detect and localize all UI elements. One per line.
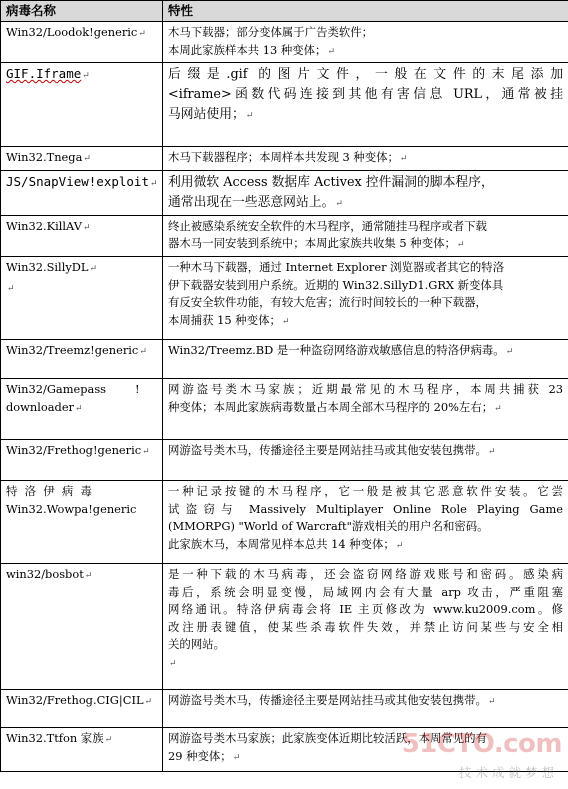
virus-name-cell xyxy=(1,563,163,689)
virus-name-cell xyxy=(1,378,163,439)
desc-line: <iframe>函数代码连接到其他有害信息 URL，通常被挂 xyxy=(168,87,563,103)
virus-name-line2: downloader xyxy=(6,399,75,414)
virus-name: Win32/Loodok!generic xyxy=(6,25,138,39)
header-virus-name: 病毒名称 xyxy=(1,1,163,22)
watermark-logo: 51CTO.com xyxy=(401,729,562,759)
paragraph-mark-icon: ↵ xyxy=(505,346,514,357)
desc-line: 木马下载器程序；本周样本共发现 3 种变体； xyxy=(168,150,399,165)
table-row xyxy=(1,22,568,63)
virus-name-cell xyxy=(1,727,163,771)
virus-name: Win32/Gamepass ! xyxy=(6,381,140,396)
desc-line: 此家族木马，本周常见样本总共 14 种变体； xyxy=(168,536,395,551)
desc-line: 网游盗号类木马家族；此家族变体近期比较活跃，本周常见的有 xyxy=(168,730,487,745)
paragraph-mark-icon: ↵ xyxy=(144,696,153,707)
paragraph-mark-icon: ↵ xyxy=(7,283,15,294)
virus-desc-cell xyxy=(163,727,568,771)
desc-line: 种变体；本周此家族病毒数量占本周全部木马程序的 20%左右； xyxy=(168,399,494,414)
table-row xyxy=(1,170,568,215)
paragraph-mark-icon: ↵ xyxy=(138,29,146,39)
paragraph-mark-icon: ↵ xyxy=(494,403,502,414)
table-row xyxy=(1,63,568,147)
table-row xyxy=(1,378,568,439)
paragraph-mark-icon: ↵ xyxy=(487,446,496,457)
virus-name: Win32/Frethog.CIG|CIL xyxy=(6,692,144,707)
desc-line: 网络通讯。特洛伊病毒会将 IE 主页修改为 www.ku2009.com。修 xyxy=(168,602,563,617)
virus-name: Win32/Treemz!generic xyxy=(6,342,139,357)
header-characteristics: 特性 xyxy=(163,1,568,22)
virus-name-cell xyxy=(1,689,163,727)
virus-name: GIF.Iframe xyxy=(6,66,82,82)
virus-name-cell xyxy=(1,480,163,563)
desc-line: 一种记录按键的木马程序，它一般是被其它恶意软件安装。它尝 xyxy=(168,483,563,498)
virus-desc-cell xyxy=(163,439,568,480)
desc-line: 通常出现在一些恶意网站上。 xyxy=(168,194,335,210)
table-header-row xyxy=(1,1,568,22)
virus-name: 特 洛 伊 病 毒 xyxy=(6,483,92,498)
paragraph-mark-icon: ↵ xyxy=(89,263,98,274)
desc-line: 终止被感染系统安全软件的木马程序，通常随挂马程序或者下载 xyxy=(168,218,487,233)
desc-line: 毒后，系统会明显变慢，局域网内会有大量 arp 攻击，严重阻塞 xyxy=(168,584,563,599)
desc-line: 有反安全软件功能，有较大危害；流行时间较长的一种下载器， xyxy=(168,295,487,310)
table-row xyxy=(1,256,568,339)
virus-name: Win32.Ttfon 家族 xyxy=(6,730,104,745)
desc-line: 本周此家族样本共 13 种变体； xyxy=(168,42,327,57)
table-row xyxy=(1,339,568,378)
virus-name: Win32.Tnega xyxy=(6,150,83,165)
desc-line: 后缀是.gif 的图片文件，一般在文件的末尾添加 xyxy=(168,67,563,83)
desc-line: 网游盗号类木马，传播途径主要是网站挂马或其他安装包携带。 xyxy=(168,692,487,707)
desc-line: 网游盗号类木马家族；近期最常见的木马程序，本周共捕获 23 xyxy=(168,381,563,396)
virus-name-cell xyxy=(1,63,163,147)
virus-desc-cell xyxy=(163,22,568,63)
virus-name: win32/bosbot xyxy=(6,566,84,581)
virus-desc-cell xyxy=(163,147,568,171)
table-row xyxy=(1,439,568,480)
desc-line: 29 种变体； xyxy=(168,748,232,763)
table-row xyxy=(1,563,568,689)
table-row xyxy=(1,215,568,256)
paragraph-mark-icon: ↵ xyxy=(169,658,177,669)
desc-line: 改注册表键值，使某些杀毒软件失效，并禁止访问某些与安全相 xyxy=(168,619,563,634)
virus-name-cell xyxy=(1,339,163,378)
virus-desc-cell xyxy=(163,256,568,339)
table-row xyxy=(1,480,568,563)
desc-line: 利用微软 Access 数据库 Activex 控件漏洞的脚本程序， xyxy=(168,174,494,190)
table-row xyxy=(1,727,568,771)
paragraph-mark-icon: ↵ xyxy=(84,570,93,581)
paragraph-mark-icon: ↵ xyxy=(456,240,465,251)
watermark-tagline: 技术成就梦想 xyxy=(458,765,558,780)
paragraph-mark-icon: ↵ xyxy=(399,154,408,165)
virus-desc-cell xyxy=(163,215,568,256)
virus-desc-cell xyxy=(163,170,568,215)
paragraph-mark-icon: ↵ xyxy=(75,403,83,414)
virus-name: Win32.SillyDL xyxy=(6,259,89,274)
desc-line: 木马下载器；部分变体属于广告类软件； xyxy=(168,25,374,39)
virus-desc-cell xyxy=(163,563,568,689)
desc-line: 马网站使用； xyxy=(168,107,245,123)
desc-line: (MMORPG) "World of Warcraft"游戏相关的用户名和密码。 xyxy=(168,519,489,534)
virus-name-line2: Win32.Wowpa!generic xyxy=(6,501,137,516)
virus-name-cell xyxy=(1,215,163,256)
paragraph-mark-icon: ↵ xyxy=(327,46,335,57)
desc-line: 伊下载器安装到用户系统。近期的 Win32.SillyD1.GRX 新变体具 xyxy=(168,277,504,292)
virus-name: Win32/Frethog!generic xyxy=(6,442,142,457)
virus-desc-cell xyxy=(163,63,568,147)
paragraph-mark-icon: ↵ xyxy=(232,752,241,763)
paragraph-mark-icon: ↵ xyxy=(487,696,496,707)
virus-name-cell xyxy=(1,147,163,171)
paragraph-mark-icon: ↵ xyxy=(395,540,404,551)
desc-line: Win32/Treemz.BD 是一种盗窃网络游戏敏感信息的特洛伊病毒。 xyxy=(168,342,505,357)
paragraph-mark-icon: ↵ xyxy=(335,198,343,209)
virus-desc-cell xyxy=(163,378,568,439)
paragraph-mark-icon: ↵ xyxy=(142,446,150,457)
paragraph-mark-icon: ↵ xyxy=(150,178,158,189)
desc-line: 一种木马下载器，通过 Internet Explorer 浏览器或者其它的特洛 xyxy=(168,259,505,274)
paragraph-mark-icon: ↵ xyxy=(82,71,90,82)
table-row xyxy=(1,689,568,727)
paragraph-mark-icon: ↵ xyxy=(281,316,290,327)
desc-line: 网游盗号类木马，传播途径主要是网站挂马或其他安装包携带。 xyxy=(168,442,487,457)
virus-name: Win32.KillAV xyxy=(6,218,82,233)
virus-name: JS/SnapView!exploit xyxy=(6,173,149,189)
paragraph-mark-icon: ↵ xyxy=(245,111,254,122)
paragraph-mark-icon: ↵ xyxy=(83,154,91,165)
virus-name-cell xyxy=(1,439,163,480)
paragraph-mark-icon: ↵ xyxy=(104,734,113,745)
desc-line: 器木马一同安装到系统中；本周此家族共收集 5 种变体； xyxy=(168,236,456,251)
paragraph-mark-icon: ↵ xyxy=(82,222,91,233)
paragraph-mark-icon: ↵ xyxy=(139,346,147,357)
virus-name-cell xyxy=(1,256,163,339)
virus-name-cell xyxy=(1,22,163,63)
virus-desc-cell xyxy=(163,339,568,378)
virus-name-cell xyxy=(1,170,163,215)
desc-line: 试盗窃与 Massively Multiplayer Online Role Playing Game xyxy=(168,501,563,516)
table-row xyxy=(1,147,568,171)
virus-desc-cell xyxy=(163,689,568,727)
virus-desc-cell xyxy=(163,480,568,563)
desc-line: 关的网站。 xyxy=(168,637,225,652)
desc-line: 是一种下载的木马病毒，还会盗窃网络游戏账号和密码。感染病 xyxy=(168,566,563,581)
desc-line: 本周捕获 15 种变体； xyxy=(168,312,281,327)
